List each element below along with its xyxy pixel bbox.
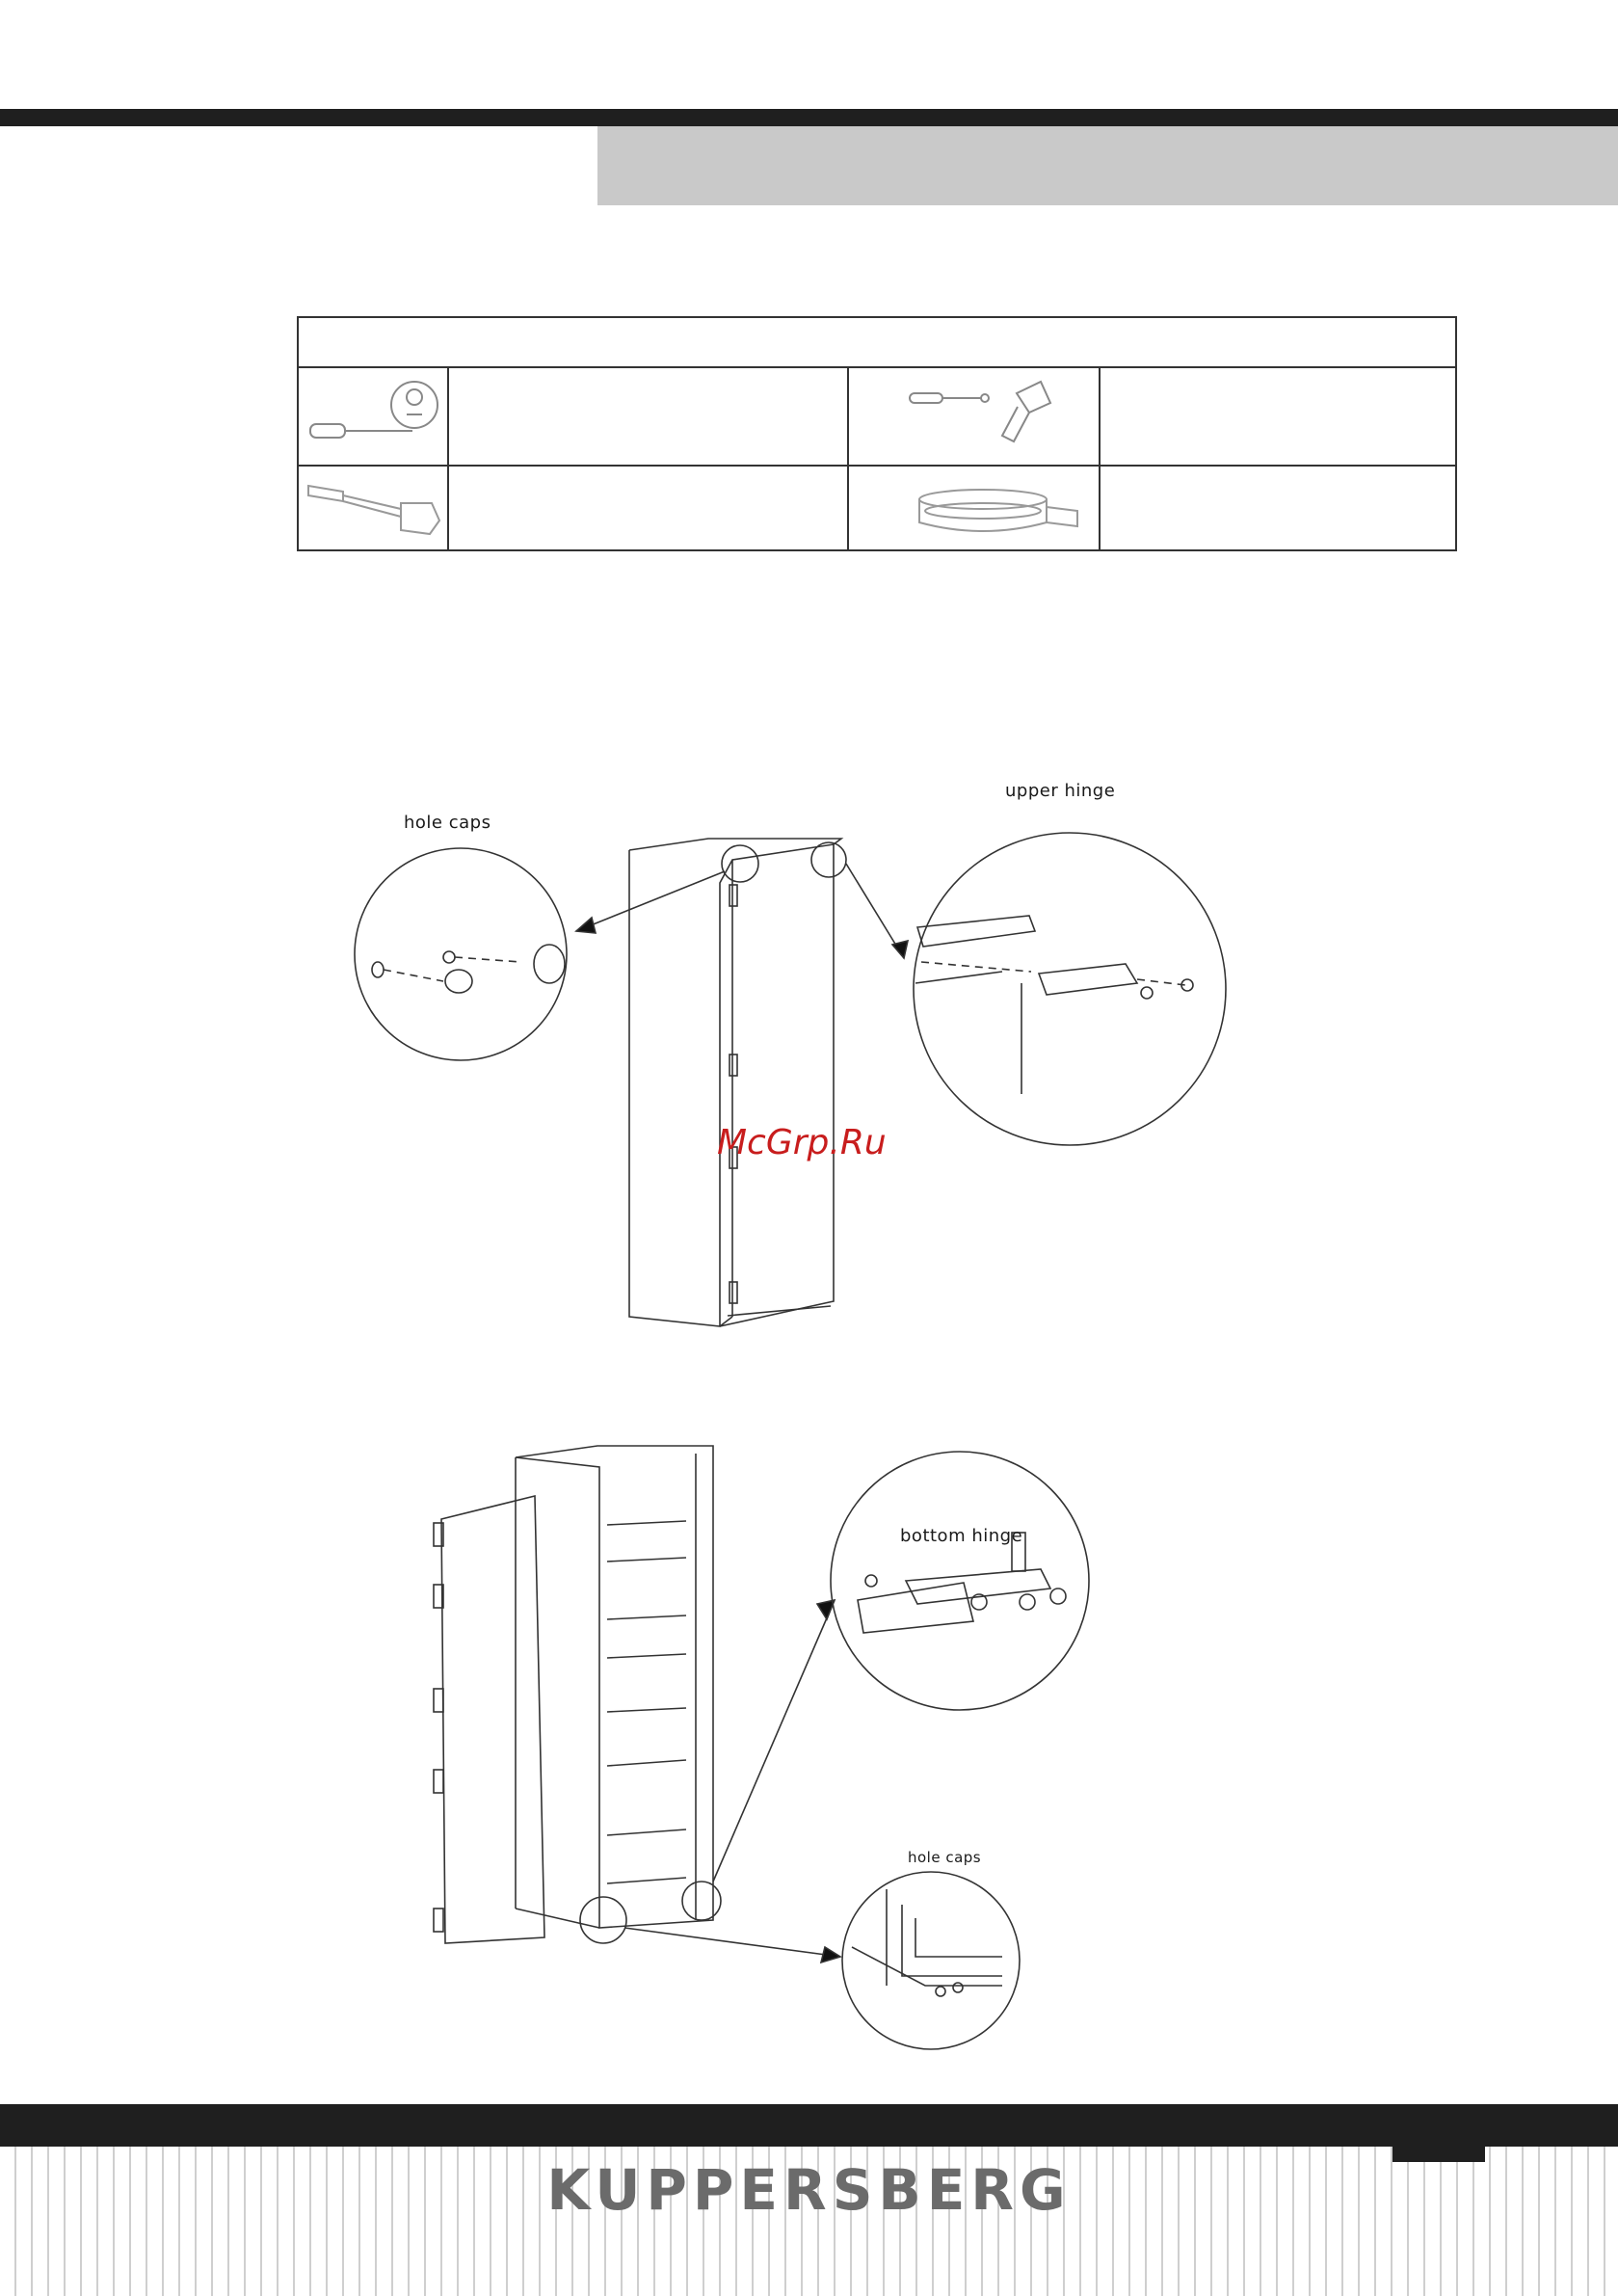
hole-caps-bottom-label: hole caps xyxy=(908,1849,982,1866)
bottom-hinge-label: bottom hinge xyxy=(900,1526,1023,1546)
brand-logo: KUPPERSBERG xyxy=(546,2157,1072,2223)
watermark-text: McGrp.Ru xyxy=(717,1123,887,1162)
footer-bar xyxy=(0,2104,1618,2147)
hole-caps-label: hole caps xyxy=(404,813,491,833)
upper-hinge-label: upper hinge xyxy=(1005,781,1116,801)
